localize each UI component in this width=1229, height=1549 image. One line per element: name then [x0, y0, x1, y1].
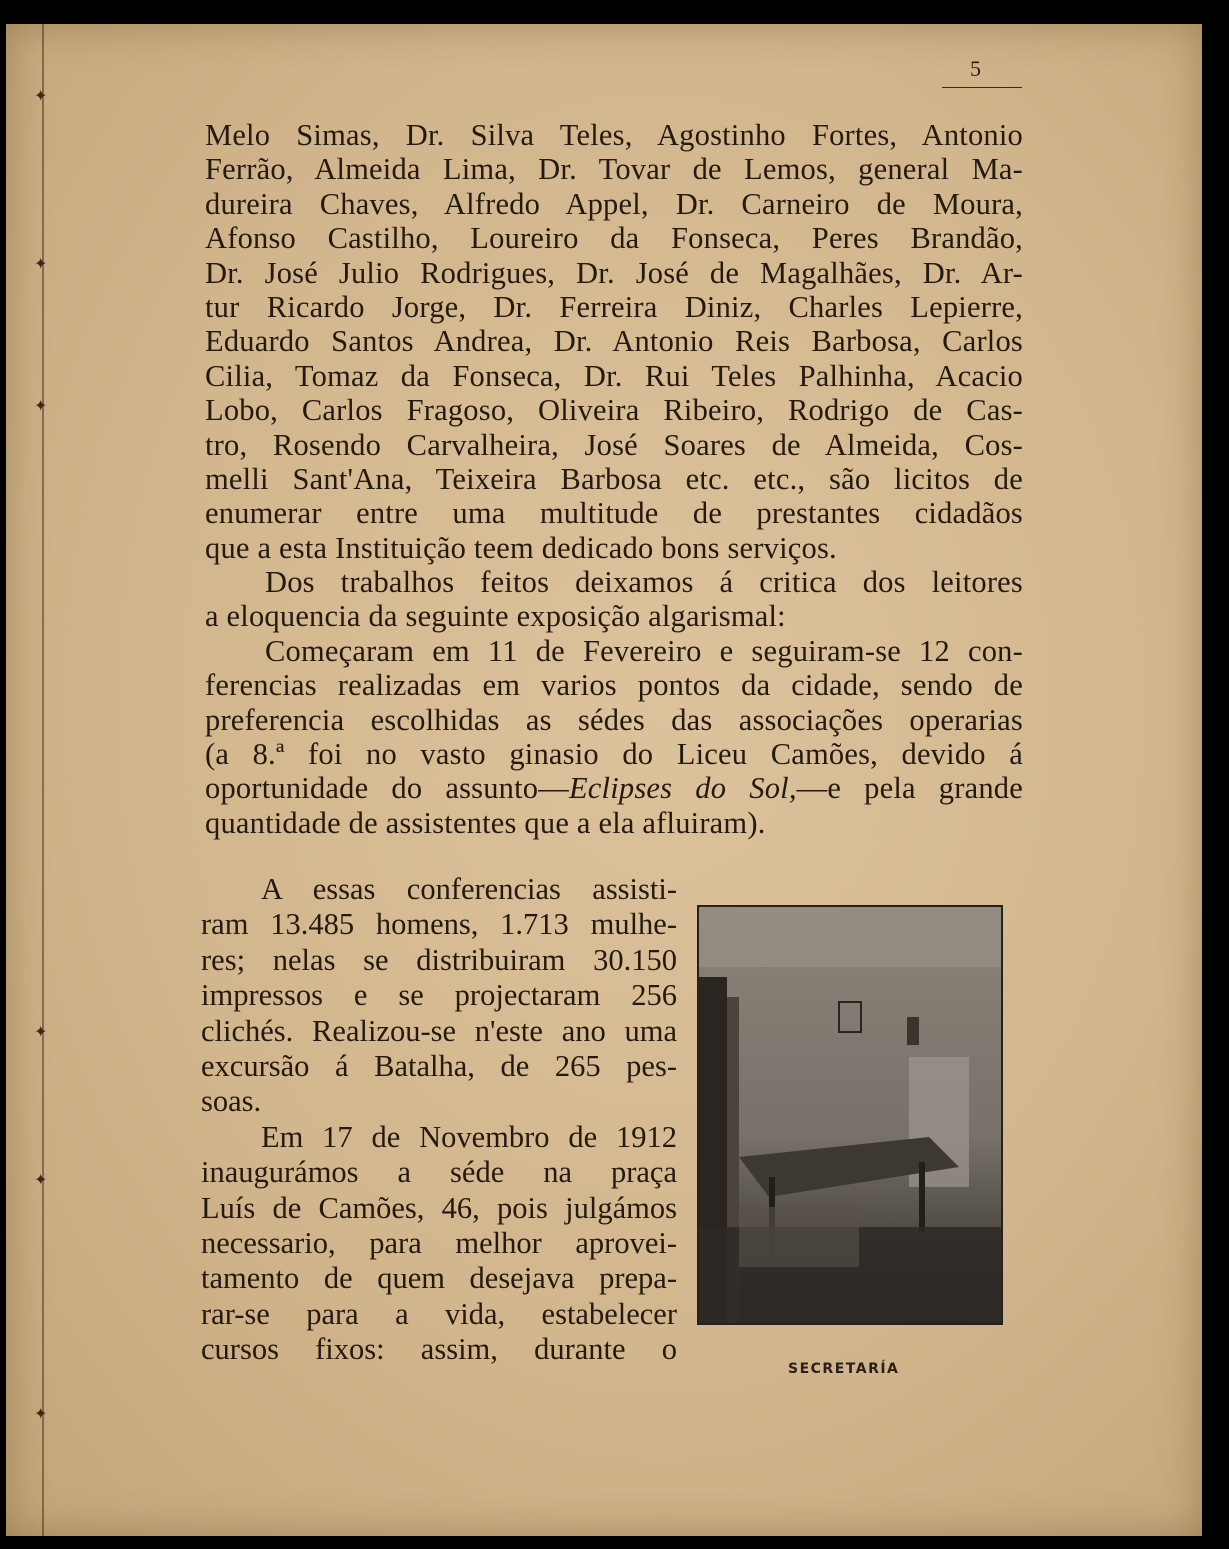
binding-stitch: ✦: [34, 396, 48, 415]
text-line: inaugurámos a séde na praça: [201, 1155, 677, 1190]
body-text-beside-photo: [201, 872, 677, 1367]
text-line: soas.: [201, 1084, 262, 1119]
page-number-rule: [942, 87, 1022, 88]
text-line: ram 13.485 homens, 1.713 mulhe-: [201, 907, 677, 942]
text-line: tamento de quem desejava prepa-: [201, 1261, 677, 1296]
text-line: dureira Chaves, Alfredo Appel, Dr. Carneiro de Moura,: [205, 186, 1023, 221]
text-line: rar-se para a vida, estabelecer: [201, 1296, 677, 1331]
binding-stitch: ✦: [34, 1170, 48, 1189]
text-line: Afonso Castilho, Loureiro da Fonseca, Peres Brandão,: [205, 221, 1023, 256]
text-line: Em 17 de Novembro de 1912: [261, 1119, 677, 1154]
photo-illustration: [699, 907, 1001, 1323]
text-line: Começaram em 11 de Fevereiro e seguiram-se 12 con-: [265, 633, 1023, 668]
text-run: oportunidade do assunto—: [205, 771, 569, 806]
text-line: enumerar entre uma multitude de prestantes cidadãos: [205, 496, 1023, 531]
binding-stitch: ✦: [34, 254, 48, 273]
binding-gutter: [42, 24, 44, 1536]
text-line: Melo Simas, Dr. Silva Teles, Agostinho Fortes, Antonio: [205, 118, 1023, 152]
body-text-full-width: [205, 118, 1023, 840]
text-line: clichés. Realizou-se n'este ano uma: [201, 1013, 677, 1048]
text-line: A essas conferencias assisti-: [261, 872, 677, 906]
text-line: que a esta Instituição teem dedicado bons serviços.: [205, 530, 837, 565]
text-line: cursos fixos: assim, durante o: [201, 1332, 677, 1367]
text-line: impressos e se projectaram 256: [201, 978, 677, 1013]
text-run: —e pela grande: [796, 771, 1023, 806]
text-line: Eduardo Santos Andrea, Dr. Antonio Reis Barbosa, Carlos: [205, 324, 1023, 359]
text-line: quantidade de assistentes que a ela afluiram).: [205, 805, 766, 840]
text-line: ferencias realizadas em varios pontos da cidade, sendo de: [205, 668, 1023, 703]
text-line: tro, Rosendo Carvalheira, José Soares de Almeida, Cos-: [205, 427, 1023, 462]
text-line: preferencia escolhidas as sédes das associações operarias: [205, 702, 1023, 737]
binding-stitch: ✦: [34, 86, 48, 105]
text-line: Dr. José Julio Rodrigues, Dr. José de Magalhães, Dr. Ar-: [205, 255, 1023, 290]
text-line: Ferrão, Almeida Lima, Dr. Tovar de Lemos, general Ma-: [205, 152, 1023, 187]
text-line: Cilia, Tomaz da Fonseca, Dr. Rui Teles Palhinha, Acacio: [205, 358, 1023, 393]
text-line: a eloquencia da seguinte exposição algarismal:: [205, 599, 786, 634]
text-line: res; nelas se distribuiram 30.150: [201, 942, 677, 977]
text-line: excursão á Batalha, de 265 pes-: [201, 1048, 677, 1083]
text-line: Lobo, Carlos Fragoso, Oliveira Ribeiro, Rodrigo de Cas-: [205, 393, 1023, 428]
page-number: 5: [970, 56, 981, 81]
binding-stitch: ✦: [34, 1022, 48, 1041]
text-line: tur Ricardo Jorge, Dr. Ferreira Diniz, Charles Lepierre,: [205, 289, 1023, 324]
text-line: Luís de Camões, 46, pois julgámos: [201, 1190, 677, 1225]
photo-caption: SECRETARÍA: [788, 1361, 900, 1377]
text-line: (a 8.ª foi no vasto ginasio do Liceu Camões, devido á: [205, 737, 1023, 772]
text-line: melli Sant'Ana, Teixeira Barbosa etc. etc., são licitos de: [205, 461, 1023, 496]
text-line: necessario, para melhor aprovei-: [201, 1225, 677, 1260]
text-line: Dos trabalhos feitos deixamos á critica dos leitores: [265, 565, 1023, 600]
italic-title: Eclipses do Sol,: [568, 771, 797, 806]
text-line-with-italic: [205, 771, 1023, 805]
secretaria-photograph: [697, 905, 1003, 1325]
binding-stitch: ✦: [34, 1404, 48, 1423]
